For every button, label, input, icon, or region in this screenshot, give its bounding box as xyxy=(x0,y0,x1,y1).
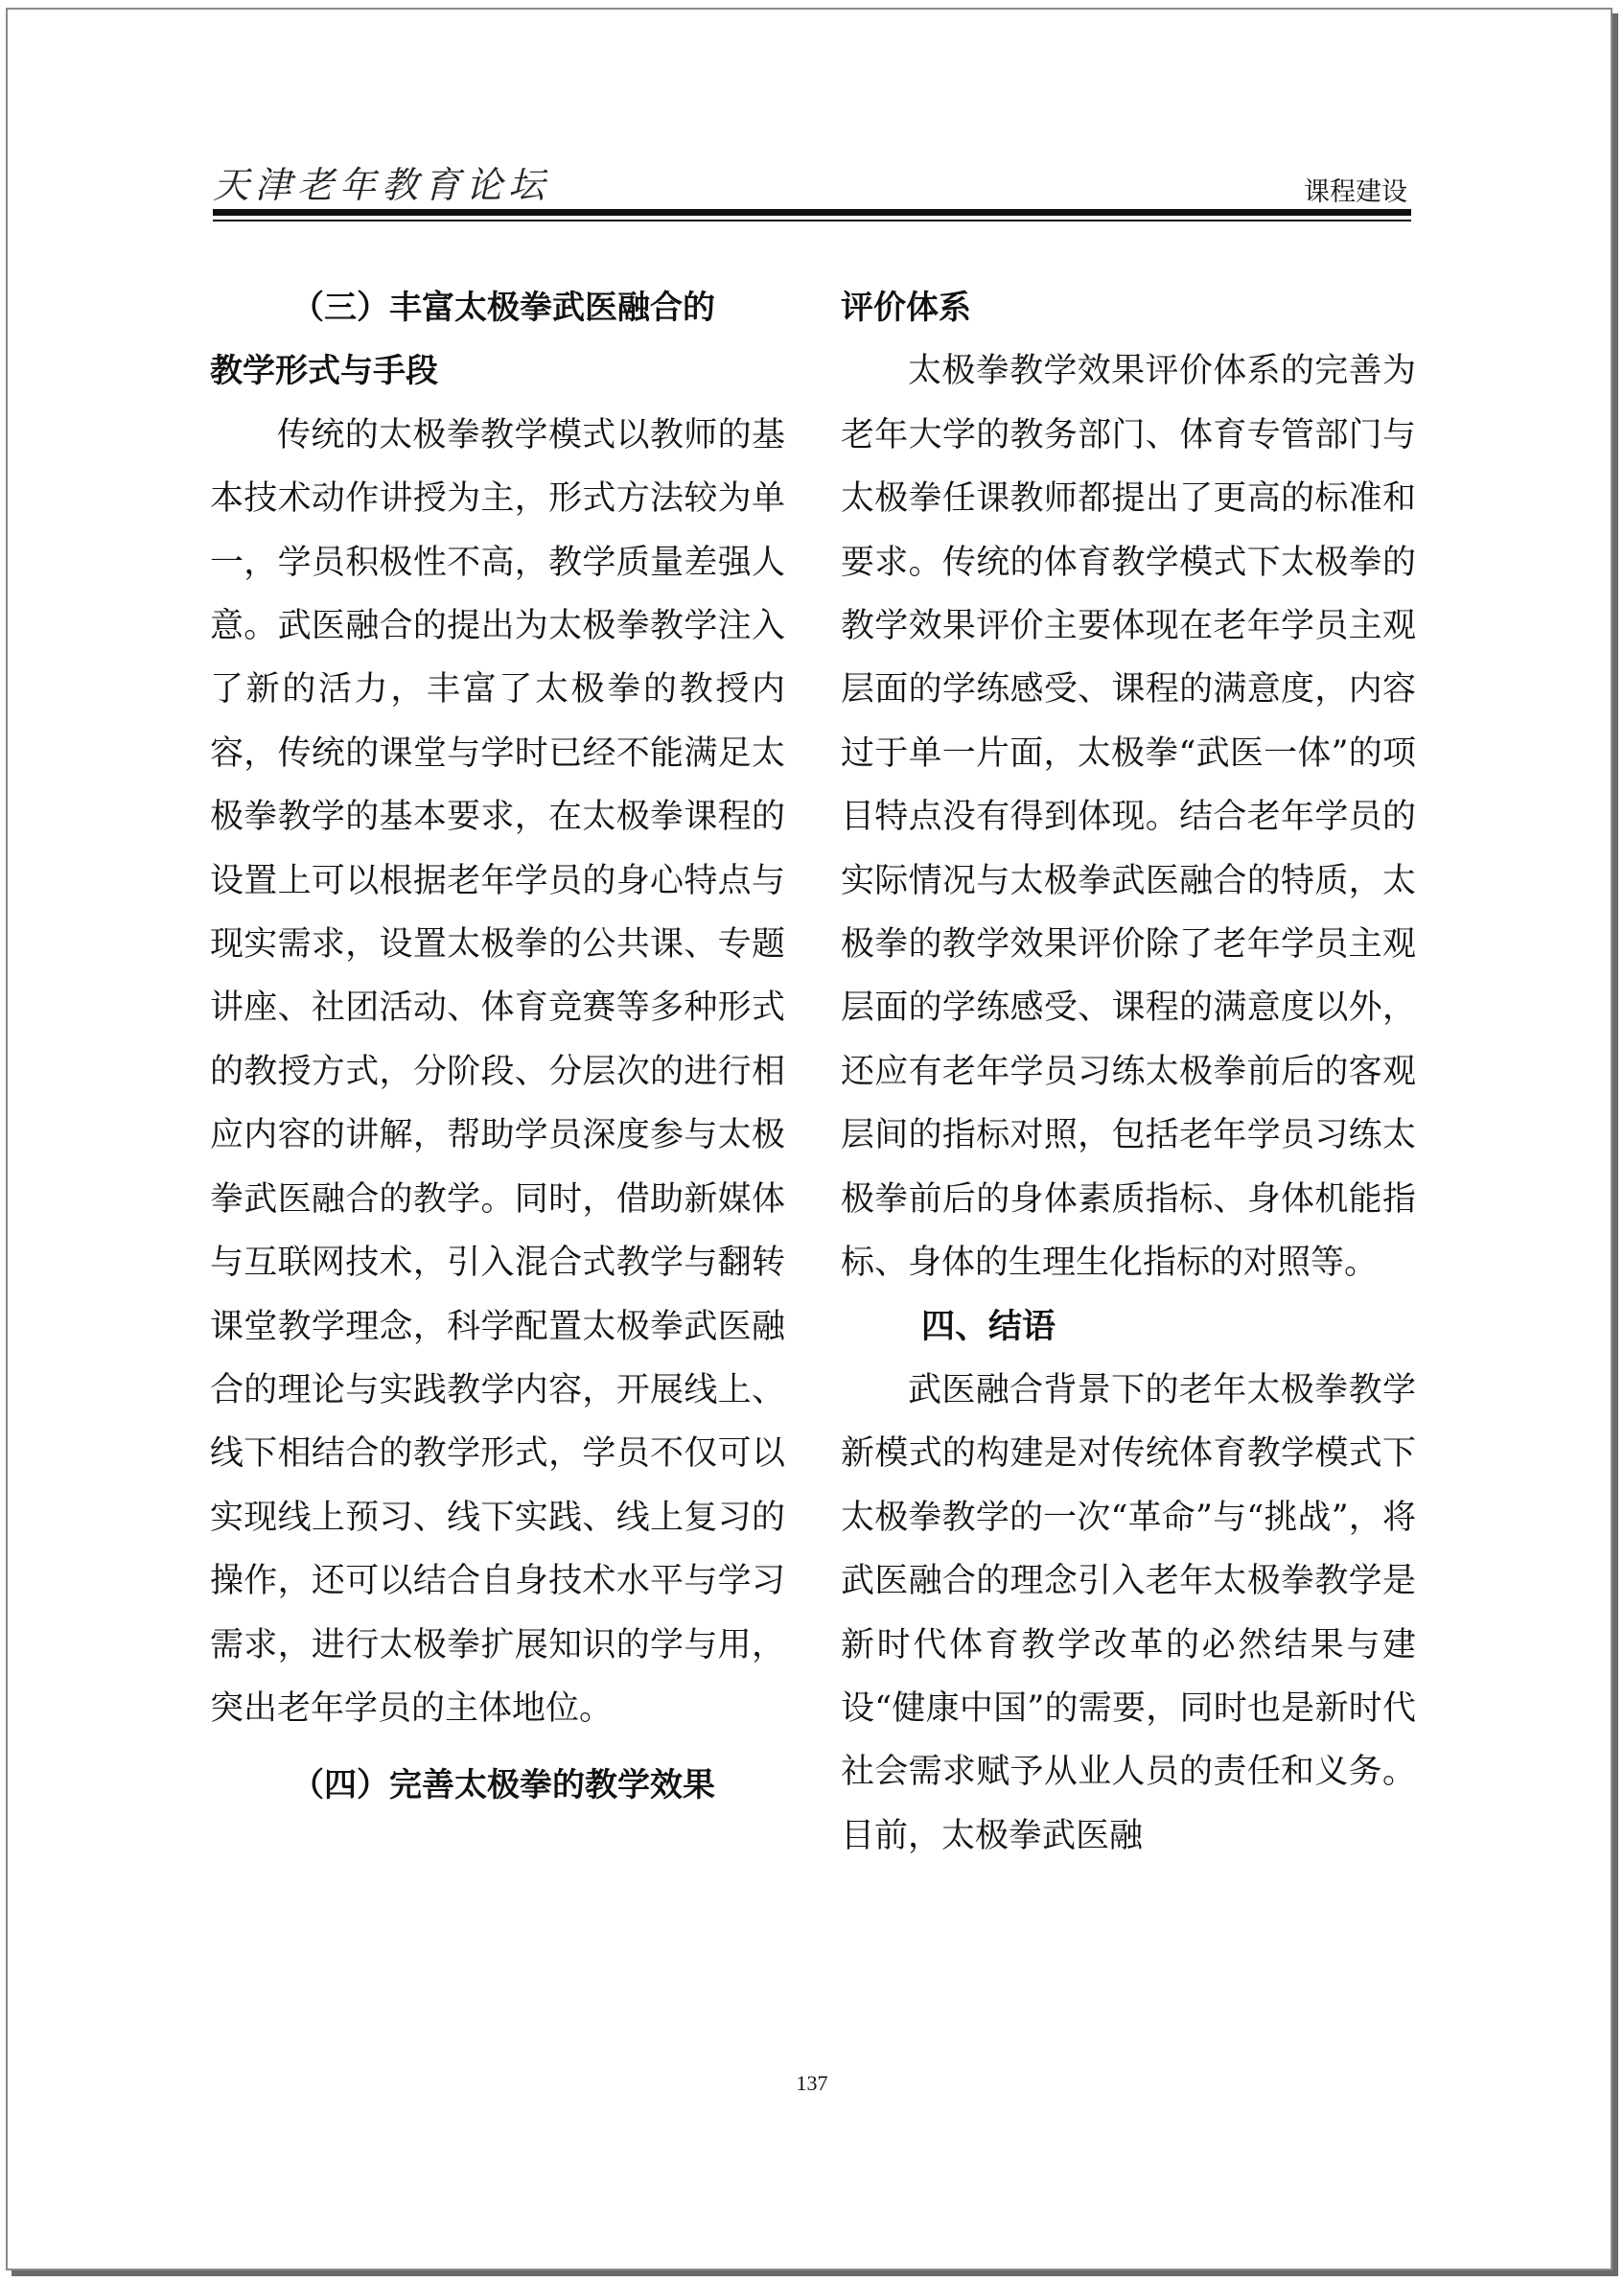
paragraph-evaluation: 太极拳教学效果评价体系的完善为老年大学的教务部门、体育专管部门与太极拳任课教师都提出了更高的标准和要求。传统的体育教学模式下太极拳的教学效果评价主要体现在老年学员主观层面的学练感受、课程的满意度，内容过于单一片面，太极拳“武医一体”的项目特点没有得到体现。结合老年学员的实际情况与太极拳武医融合的特质，太极拳的教学效果评价除了老年学员主观层面的学练感受、课程的满意度以外，还应有老年学员习练太极拳前后的客观层间的指标对照，包括老年学员习练太极拳前后的身体素质指标、身体机能指标、身体的生理生化指标的对照等。 xyxy=(841,352,1416,1283)
subheading-4-continued xyxy=(841,276,1416,339)
section-label: 课程建设 xyxy=(1304,177,1407,207)
subheading-4-line1: （四）完善太极拳的教学效果 xyxy=(291,1766,715,1805)
paragraph-conclusion: 武医融合背景下的老年太极拳教学新模式的构建是对传统体育教学模式下太极拳教学的一次“革命”与“挑战”，将武医融合的理念引入老年太极拳教学是新时代体育教学改革的必然结果与建设“健康中国”的需要，同时也是新时代社会需求赋予从业人员的责任和义务。目前，太极拳武医融 xyxy=(841,1370,1416,1855)
right-column xyxy=(841,276,1416,1868)
subheading-4 xyxy=(210,1754,785,1817)
left-column xyxy=(210,276,785,1818)
section-heading-conclusion: 四、结语 xyxy=(921,1307,1056,1346)
journal-name: 天津老年教育论坛 xyxy=(213,164,551,206)
page-number: 137 xyxy=(796,2071,828,2095)
subheading-3-line2: 教学形式与手段 xyxy=(210,352,438,391)
subheading-4-line2: 评价体系 xyxy=(841,289,971,327)
subheading-3 xyxy=(210,276,785,404)
paragraph-teaching-forms: 传统的太极拳教学模式以教师的基本技术动作讲授为主，形式方法较为单一，学员积极性不高，教学质量差强人意。武医融合的提出为太极拳教学注入了新的活力，丰富了太极拳的教授内容，传统的课堂与学时已经不能满足太极拳教学的基本要求，在太极拳课程的设置上可以根据老年学员的身心特点与现实需求，设置太极拳的公共课、专题讲座、社团活动、体育竞赛等多种形式的教授方式，分阶段、分层次的进行相应内容的讲解，帮助学员深度参与太极拳武医融合的教学。同时，借助新媒体与互联网技术，引入混合式教学与翻转课堂教学理念，科学配置太极拳武医融合的理论与实践教学内容，开展线上、线下相结合的教学形式，学员不仅可以实现线上预习、线下实践、线上复习的操作，还可以结合自身技术水平与学习需求，进行太极拳扩展知识的学与用，突出老年学员的主体地位。 xyxy=(210,415,785,1728)
header-rule-thick xyxy=(213,209,1411,216)
header-rule-thin xyxy=(213,220,1411,221)
subheading-3-line1: （三）丰富太极拳武医融合的 xyxy=(291,289,715,327)
